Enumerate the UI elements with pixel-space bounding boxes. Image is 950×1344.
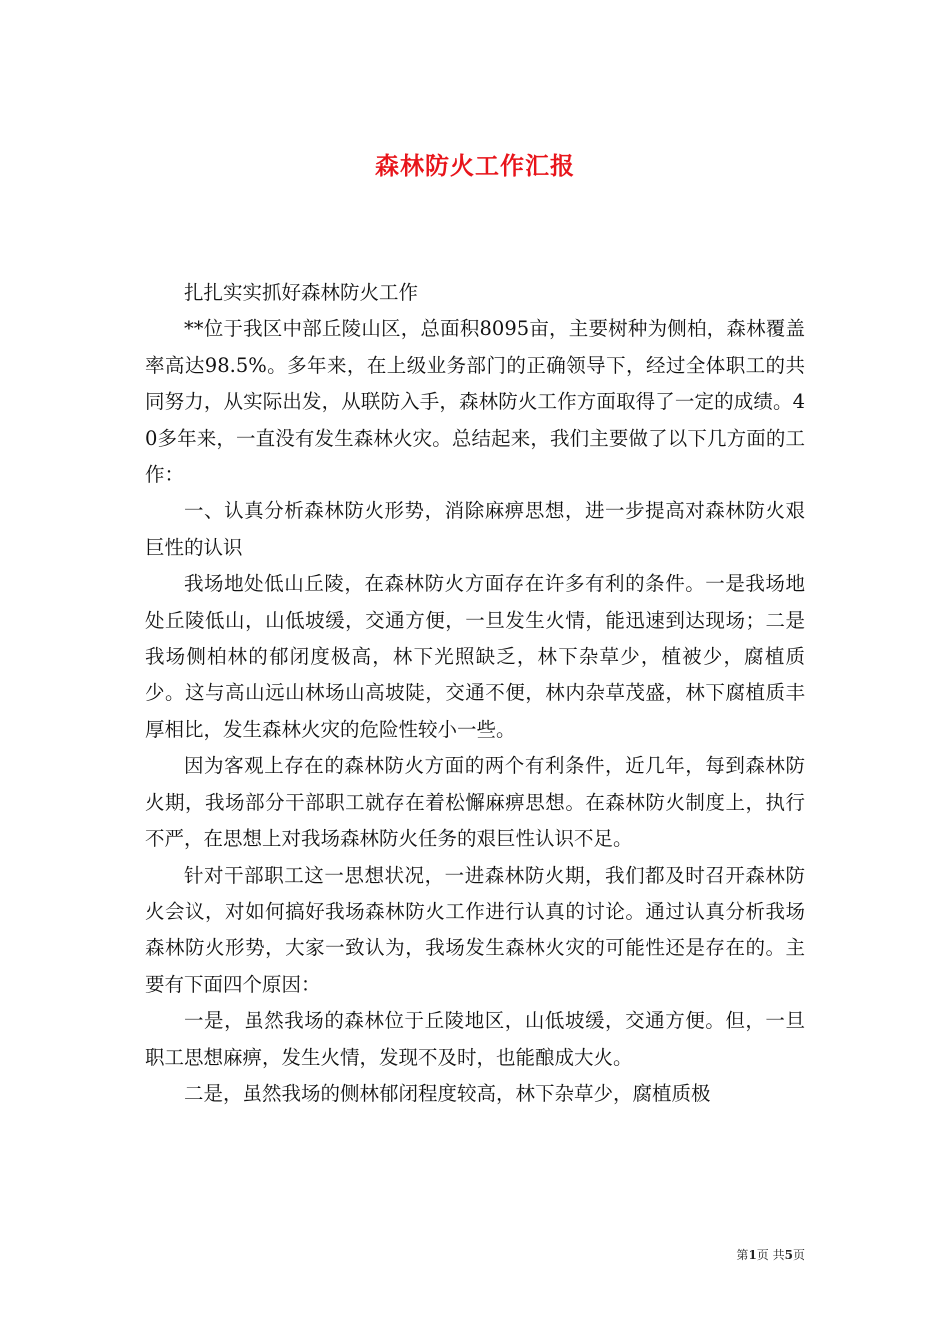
paragraph: 我场地处低山丘陵，在森林防火方面存在许多有利的条件。一是我场地处丘陵低山，山低坡缓，交通方便，一旦发生火情，能迅速到达现场；二是我场侧柏林的郁闭度极高，林下光照缺乏，林下杂草少，植被少，腐植质少。这与高山远山林场山高坡陡，交通不便，林内杂草茂盛，林下腐植质丰厚相比，发生森林火灾的危险性较小一些。: [145, 572, 805, 741]
page-suffix: 页: [792, 1248, 805, 1262]
paragraph: 一是，虽然我场的森林位于丘陵地区，山低坡缓，交通方便。但，一旦职工思想麻痹，发生火情，发现不及时，也能酿成大火。: [145, 1009, 805, 1069]
paragraph-subtitle: 扎扎实实抓好森林防火工作: [184, 281, 419, 304]
page-prefix: 第: [736, 1248, 749, 1262]
total-pages-number: 5: [784, 1248, 793, 1262]
page-number-footer: [736, 1247, 805, 1263]
page-middle: 页 共: [756, 1248, 785, 1262]
paragraph: 因为客观上存在的森林防火方面的两个有利条件，近几年，每到森林防火期，我场部分干部职工就存在着松懈麻痹思想。在森林防火制度上，执行不严，在思想上对我场森林防火任务的艰巨性认识不足。: [145, 754, 805, 851]
document-title: 森林防火工作汇报: [375, 151, 575, 181]
document-body: [145, 275, 805, 1112]
paragraph-section-heading: 一、认真分析森林防火形势，消除麻痹思想，进一步提高对森林防火艰巨性的认识: [145, 499, 805, 559]
paragraph: 针对干部职工这一思想状况，一进森林防火期，我们都及时召开森林防火会议，对如何搞好我场森林防火工作进行认真的讨论。通过认真分析我场森林防火形势，大家一致认为，我场发生森林火灾的可能性还是存在的。主要有下面四个原因：: [145, 863, 805, 996]
current-page-number: 1: [748, 1248, 757, 1262]
paragraph-intro: **位于我区中部丘陵山区，总面积8095亩，主要树种为侧柏，森林覆盖率高达98.5%。多年来，在上级业务部门的正确领导下，经过全体职工的共同努力，从实际出发，从联防入手，森林防火工作方面取得了一定的成绩。40多年来，一直没有发生森林火灾。总结起来，我们主要做了以下几方面的工作：: [145, 317, 805, 487]
paragraph: 二是，虽然我场的侧林郁闭程度较高，林下杂草少，腐植质极: [184, 1081, 711, 1105]
